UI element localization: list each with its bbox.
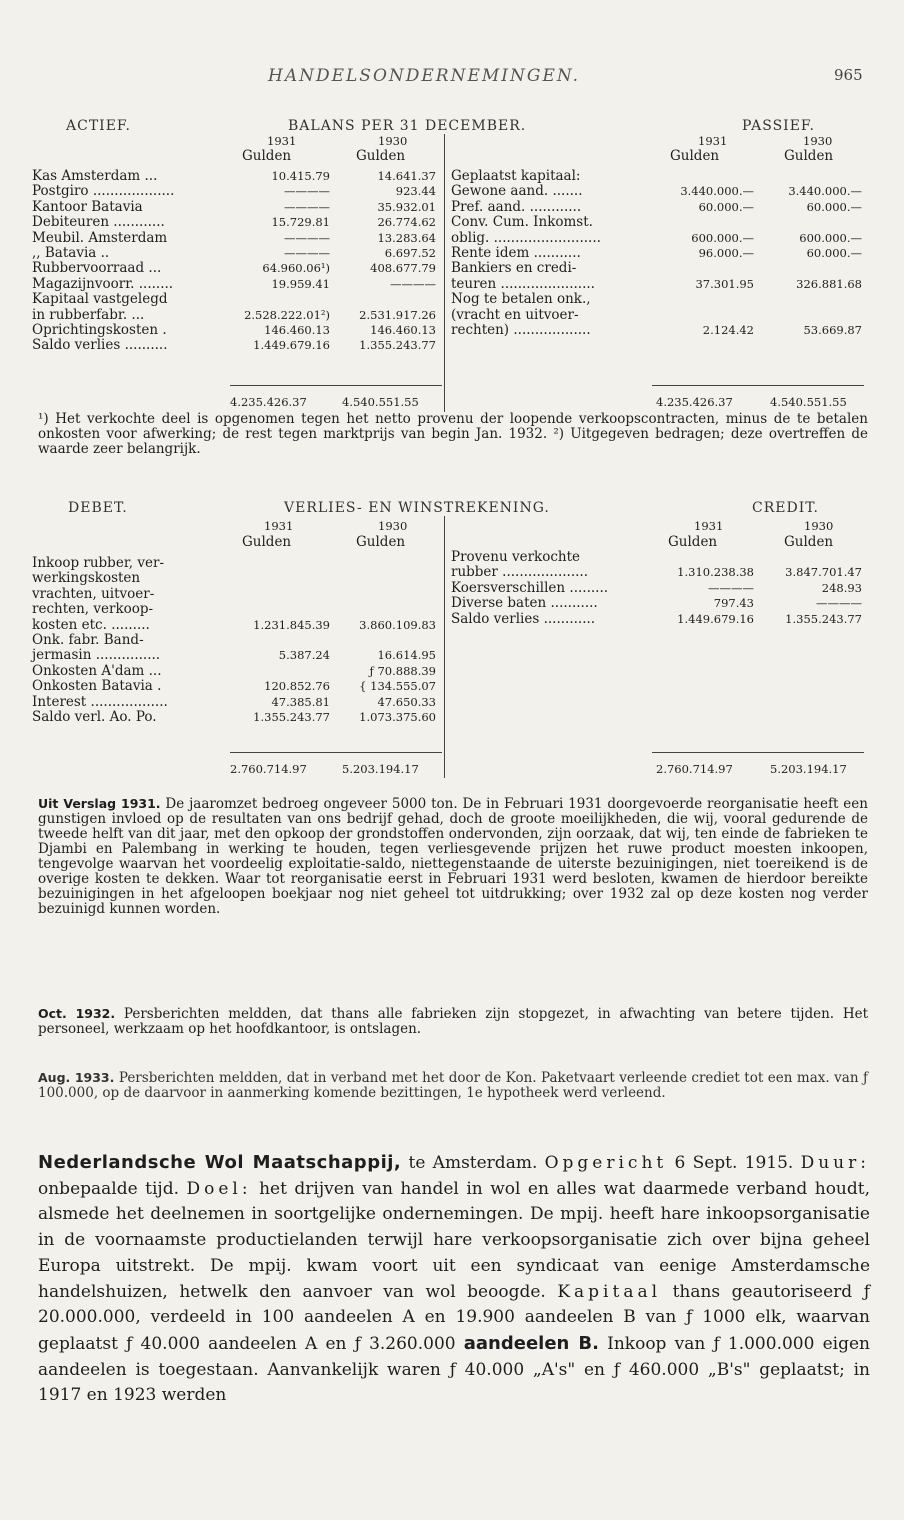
balans-divider — [444, 134, 445, 412]
table-cell — [334, 602, 436, 617]
table-cell — [652, 215, 754, 230]
oct-1932-paragraph — [38, 1006, 868, 1037]
table-cell: 37.301.95 — [695, 276, 754, 291]
table-cell — [334, 571, 436, 586]
table-cell: 797.43 — [713, 596, 754, 611]
balans-total-rule-right — [652, 385, 864, 386]
table-cell: Onk. fabr. Band- — [32, 631, 144, 648]
table-cell — [758, 550, 862, 565]
balans-total-actief-1931: 4.235.426.37 — [230, 395, 307, 409]
table-cell: ———— — [284, 230, 330, 245]
balans-unit-1930: Gulden — [356, 148, 406, 164]
table-cell: ———— — [284, 245, 330, 260]
balans-total-rule-left — [230, 385, 442, 386]
table-cell: 53.669.87 — [803, 322, 862, 337]
table-cell: 1.231.845.39 — [253, 617, 330, 632]
table-cell: Saldo verl. Ao. Po. — [32, 708, 157, 725]
table-cell: Saldo verlies ............ — [451, 610, 596, 627]
table-cell — [451, 338, 651, 353]
table-cell: in rubberfabr. ... — [32, 306, 145, 323]
table-cell — [334, 292, 436, 307]
table-cell: Conv. Cum. Inkomst. — [451, 214, 593, 231]
table-cell: 6.697.52 — [384, 245, 436, 260]
table-cell — [334, 556, 436, 571]
table-cell: Koersverschillen ......... — [451, 579, 609, 596]
aug-1933-text: Persberichten meldden, dat in verband met het door de Kon. Paketvaart verleende crediet tot een max. van ƒ 100.000, op de daarvoor in aanmerking komende bezittingen, 1e hypotheek werd verleend. — [38, 1070, 868, 1101]
table-cell: Diverse baten ........... — [451, 595, 598, 612]
table-cell — [652, 550, 754, 565]
table-cell — [758, 169, 862, 184]
table-cell: Provenu verkochte — [451, 549, 581, 565]
duur-value: onbepaalde tijd. — [38, 1178, 187, 1199]
table-cell: 3.440.000.— — [788, 184, 862, 199]
table-cell: ———— — [708, 580, 754, 595]
table-cell: Rente idem ........... — [451, 244, 581, 261]
opgericht-value: 6 Sept. 1915. — [667, 1153, 801, 1173]
table-cell: Debiteuren ............ — [32, 214, 165, 231]
table-cell: 19.959.41 — [271, 276, 330, 291]
table-cell: { 134.555.07 — [359, 679, 436, 694]
aug-1933-paragraph — [38, 1070, 868, 1101]
table-cell: 248.93 — [821, 580, 862, 595]
vw-total-debet-1930: 5.203.194.17 — [342, 762, 419, 776]
table-cell: ƒ 70.888.39 — [369, 663, 436, 678]
table-cell: 26.774.62 — [377, 215, 436, 230]
balans-footnote: ¹) Het verkochte deel is opgenomen tegen het netto provenu der loopende verkoopscontracten, minus de te betalen onkosten voor afwerking; de rest tegen marktprijs van begin Jan. 1932. ²) Uitgegeven bedragen; deze overtreffen de waarde zeer belangrijk. — [38, 411, 868, 457]
balans-passief-year-1930: 1930 — [803, 134, 833, 148]
vw-title: VERLIES- EN WINSTREKENING. — [284, 500, 550, 516]
table-cell — [226, 633, 330, 648]
table-cell — [334, 587, 436, 602]
table-cell: 1.355.243.77 — [359, 338, 436, 353]
table-cell: 3.440.000.— — [680, 184, 754, 199]
company-tail: Inkoop van ƒ 1.000.000 eigen aandeelen is toegestaan. Aanvankelijk waren ƒ 40.000 „A's" en ƒ 460.000 „B's" geplaatst; in 1917 en 1923 werden — [38, 1333, 870, 1406]
table-cell — [652, 308, 754, 323]
table-cell: Gewone aand. ....... — [451, 183, 583, 200]
vw-debet-1930 — [334, 556, 436, 725]
table-cell: 2.531.917.26 — [359, 307, 436, 322]
table-cell: 1.310.238.38 — [677, 565, 754, 580]
table-cell: 146.460.13 — [370, 322, 436, 337]
aug-1933-label: Aug. 1933. — [38, 1070, 115, 1085]
table-cell — [226, 292, 330, 307]
table-cell: 1.355.243.77 — [785, 611, 862, 626]
table-cell: 1.449.679.16 — [253, 338, 330, 353]
balans-year-1930: 1930 — [378, 134, 408, 148]
table-cell: 600.000.— — [691, 230, 754, 245]
kapitaal-value: thans geautoriseerd ƒ 20.000.000, verdeeld in 100 aandeelen A en 19.900 aandeelen B van ƒ 1000 elk, waarvan geplaatst ƒ 40.000 aandeelen A en ƒ 3.260.000 — [38, 1281, 870, 1354]
table-cell: 96.000.— — [698, 245, 754, 260]
table-cell: Inkoop rubber, ver- — [32, 555, 165, 571]
table-cell — [758, 338, 862, 353]
table-cell: 923.44 — [395, 184, 436, 199]
table-cell: 60.000.— — [806, 245, 862, 260]
table-cell: vrachten, uitvoer- — [32, 585, 155, 602]
table-cell: 13.283.64 — [377, 230, 436, 245]
table-cell: 5.387.24 — [278, 648, 330, 663]
oct-1932-label: Oct. 1932. — [38, 1006, 116, 1021]
table-cell: Kapitaal vastgelegd — [32, 291, 168, 308]
table-cell: 60.000.— — [806, 199, 862, 214]
vw-credit-1930 — [758, 550, 862, 627]
opgericht-label: Opgericht — [544, 1153, 668, 1173]
table-cell — [226, 587, 330, 602]
balans-actief-label: ACTIEF. — [66, 118, 131, 134]
table-cell — [652, 338, 754, 353]
table-cell: ———— — [390, 276, 436, 291]
table-cell: Rubbervoorraad ... — [32, 260, 162, 277]
table-cell: 35.932.01 — [377, 199, 436, 214]
balans-unit-1931: Gulden — [242, 148, 292, 164]
table-cell: 10.415.79 — [271, 169, 330, 183]
table-cell: Oprichtingskosten . — [32, 321, 167, 338]
table-cell: Onkosten A'dam ... — [32, 662, 162, 679]
table-cell: teuren ...................... — [451, 275, 595, 292]
table-cell: ———— — [284, 184, 330, 199]
table-cell: Kantoor Batavia — [32, 198, 143, 215]
table-cell: (vracht en uitvoer- — [451, 306, 579, 323]
oct-1932-text: Persberichten meldden, dat thans alle fabrieken zijn stopgezet, in afwachting van betere tijden. Het personeel, werkzaam op het hoofdkantoor, is ontslagen. — [38, 1006, 869, 1037]
vw-debet-label: DEBET. — [68, 500, 128, 516]
table-cell: Interest .................. — [32, 693, 168, 710]
vw-divider — [444, 516, 445, 778]
table-cell — [226, 571, 330, 586]
vw-credit-year-1930: 1930 — [804, 519, 834, 533]
table-cell: Onkosten Batavia . — [32, 678, 162, 695]
vw-credit-labels — [451, 550, 651, 627]
table-cell: kosten etc. ......... — [32, 616, 150, 633]
table-cell: 3.860.109.83 — [359, 617, 436, 632]
table-cell: 15.729.81 — [271, 215, 330, 230]
table-cell — [226, 664, 330, 679]
table-cell: Geplaatst kapitaal: — [451, 168, 581, 184]
balans-passief-label: PASSIEF. — [742, 118, 815, 134]
vw-debet-1931 — [226, 556, 330, 725]
duur-label: Duur: — [800, 1153, 870, 1173]
vw-unit-1930: Gulden — [356, 534, 406, 550]
table-cell — [226, 556, 330, 571]
table-cell: Meubil. Amsterdam — [32, 229, 168, 246]
table-cell — [334, 633, 436, 648]
table-cell: ———— — [284, 199, 330, 214]
table-cell — [758, 292, 862, 307]
balans-title: BALANS PER 31 DECEMBER. — [288, 118, 527, 134]
table-cell: 2.528.222.01²) — [244, 307, 330, 322]
table-cell: 408.677.79 — [370, 261, 436, 276]
table-cell: 47.650.33 — [377, 694, 436, 709]
table-cell: Nog te betalen onk., — [451, 291, 591, 308]
vw-unit-1931: Gulden — [242, 534, 292, 550]
table-cell — [758, 215, 862, 230]
table-cell: rechten) .................. — [451, 321, 591, 338]
balans-passief-unit-1931: Gulden — [670, 148, 720, 164]
table-cell: 60.000.— — [698, 199, 754, 214]
vw-total-rule-left — [230, 752, 442, 753]
table-cell — [226, 602, 330, 617]
table-cell — [652, 292, 754, 307]
balans-passief-1931 — [652, 169, 754, 354]
company-place: te Amsterdam. — [401, 1153, 545, 1173]
table-cell — [652, 261, 754, 276]
company-entry — [38, 1150, 870, 1409]
table-cell: 3.847.701.47 — [785, 565, 862, 580]
table-cell: 2.124.42 — [702, 322, 754, 337]
table-cell: Bankiers en credi- — [451, 260, 577, 277]
balans-year-1931: 1931 — [267, 134, 297, 148]
vw-year-1931: 1931 — [264, 519, 294, 533]
table-cell: 64.960.06¹) — [262, 261, 330, 276]
vw-total-debet-1931: 2.760.714.97 — [230, 762, 307, 776]
balans-actief-1931 — [226, 169, 330, 354]
doel-value: het drijven van handel in wol en alles wat daarmede verband houdt, alsmede het deelnemen in soortgelijke ondernemingen. De mpij. heeft hare inkoopsorganisatie in de voornaamste productielanden terwijl hare verkoopsorganisatie zich over bijna geheel Europa uitstrekt. De mpij. kwam voort uit een syndicaat van eenige Amsterdamsche handelshuizen, hetwelk den aanvoer van wol beoogde. — [38, 1178, 871, 1302]
uit-verslag-label: Uit Verslag 1931. — [38, 796, 161, 811]
table-cell: werkingskosten — [32, 570, 141, 587]
vw-credit-unit-1930: Gulden — [784, 534, 834, 550]
table-cell — [758, 261, 862, 276]
table-cell: jermasin ............... — [32, 647, 161, 664]
vw-debet-labels — [32, 556, 232, 725]
table-cell: Postgiro ................... — [32, 183, 175, 200]
table-cell — [758, 308, 862, 323]
vw-credit-1931 — [652, 550, 754, 627]
balans-total-passief-1931: 4.235.426.37 — [656, 395, 733, 409]
table-cell: Kas Amsterdam ... — [32, 168, 158, 184]
table-cell: Saldo verlies .......... — [32, 337, 168, 354]
page-number: 965 — [834, 66, 863, 84]
table-cell: 14.641.37 — [377, 169, 436, 183]
uit-verslag-paragraph — [38, 796, 868, 917]
table-cell: 16.614.95 — [377, 648, 436, 663]
table-cell: 600.000.— — [799, 230, 862, 245]
balans-passief-labels — [451, 169, 651, 354]
vw-credit-label: CREDIT. — [752, 500, 819, 516]
table-cell: ,, Batavia .. — [32, 244, 110, 261]
table-cell: 47.385.81 — [271, 694, 330, 709]
table-cell: Magazijnvoorr. ........ — [32, 275, 174, 292]
table-cell: 146.460.13 — [264, 322, 330, 337]
kapitaal-label: Kapitaal — [557, 1281, 662, 1302]
table-cell: 1.449.679.16 — [677, 611, 754, 626]
company-name: Nederlandsche Wol Maatschappij, — [38, 1152, 402, 1173]
table-cell — [652, 169, 754, 184]
vw-credit-year-1931: 1931 — [694, 519, 724, 533]
table-cell: 1.073.375.60 — [359, 709, 436, 724]
vw-total-credit-1931: 2.760.714.97 — [656, 762, 733, 776]
vw-total-rule-right — [652, 752, 864, 753]
balans-total-actief-1930: 4.540.551.55 — [342, 395, 419, 409]
table-cell: Pref. aand. ............ — [451, 198, 582, 215]
balans-total-passief-1930: 4.540.551.55 — [770, 395, 847, 409]
aandeelen-b-label: aandeelen B. — [463, 1332, 599, 1354]
table-cell: rubber .................... — [451, 564, 588, 581]
balans-passief-unit-1930: Gulden — [784, 148, 834, 164]
vw-total-credit-1930: 5.203.194.17 — [770, 762, 847, 776]
table-cell: ———— — [816, 596, 862, 611]
uit-verslag-text: De jaaromzet bedroeg ongeveer 5000 ton. De in Februari 1931 doorgevoerde reorganisatie heeft een gunstigen invloed op de resultaten van ons bedrijf gehad, doch de groote moeilijkheden, die wij, vooral gedurende de tweede helft van dit jaar, met den opkoop der grondstoffen ondervonden, zijn oorzaak, dat wij, ten einde de fabrieken te Djambi en Palembang in werking te houden, tegen verliesgevende prijzen het ruwe product moesten inkoopen, tengevolge waarvan het voordeelig exploitatie-saldo, niettegenstaande de uiterste bezuinigingen, niet toereikend is de overige kosten te dekken. Waar tot reorganisatie eerst in Februari 1931 werd besloten, kwamen de hierdoor bereikte bezuinigingen in het afgeloopen boekjaar nog niet geheel tot uitdrukking; over 1932 zal op deze kosten nog verder bezuinigd kunnen worden. — [38, 796, 868, 917]
table-cell: 326.881.68 — [796, 276, 862, 291]
table-cell: rechten, verkoop- — [32, 601, 154, 618]
vw-credit-unit-1931: Gulden — [668, 534, 718, 550]
table-cell: 1.355.243.77 — [253, 709, 330, 724]
table-cell: 120.852.76 — [264, 679, 330, 694]
table-cell: oblig. ......................... — [451, 229, 601, 246]
running-header: HANDELSONDERNEMINGEN. — [268, 66, 581, 86]
balans-passief-year-1931: 1931 — [698, 134, 728, 148]
balans-actief-labels — [32, 169, 230, 354]
balans-actief-1930 — [334, 169, 436, 354]
vw-year-1930: 1930 — [378, 519, 408, 533]
doel-label: Doel: — [186, 1178, 252, 1199]
balans-passief-1930 — [758, 169, 862, 354]
